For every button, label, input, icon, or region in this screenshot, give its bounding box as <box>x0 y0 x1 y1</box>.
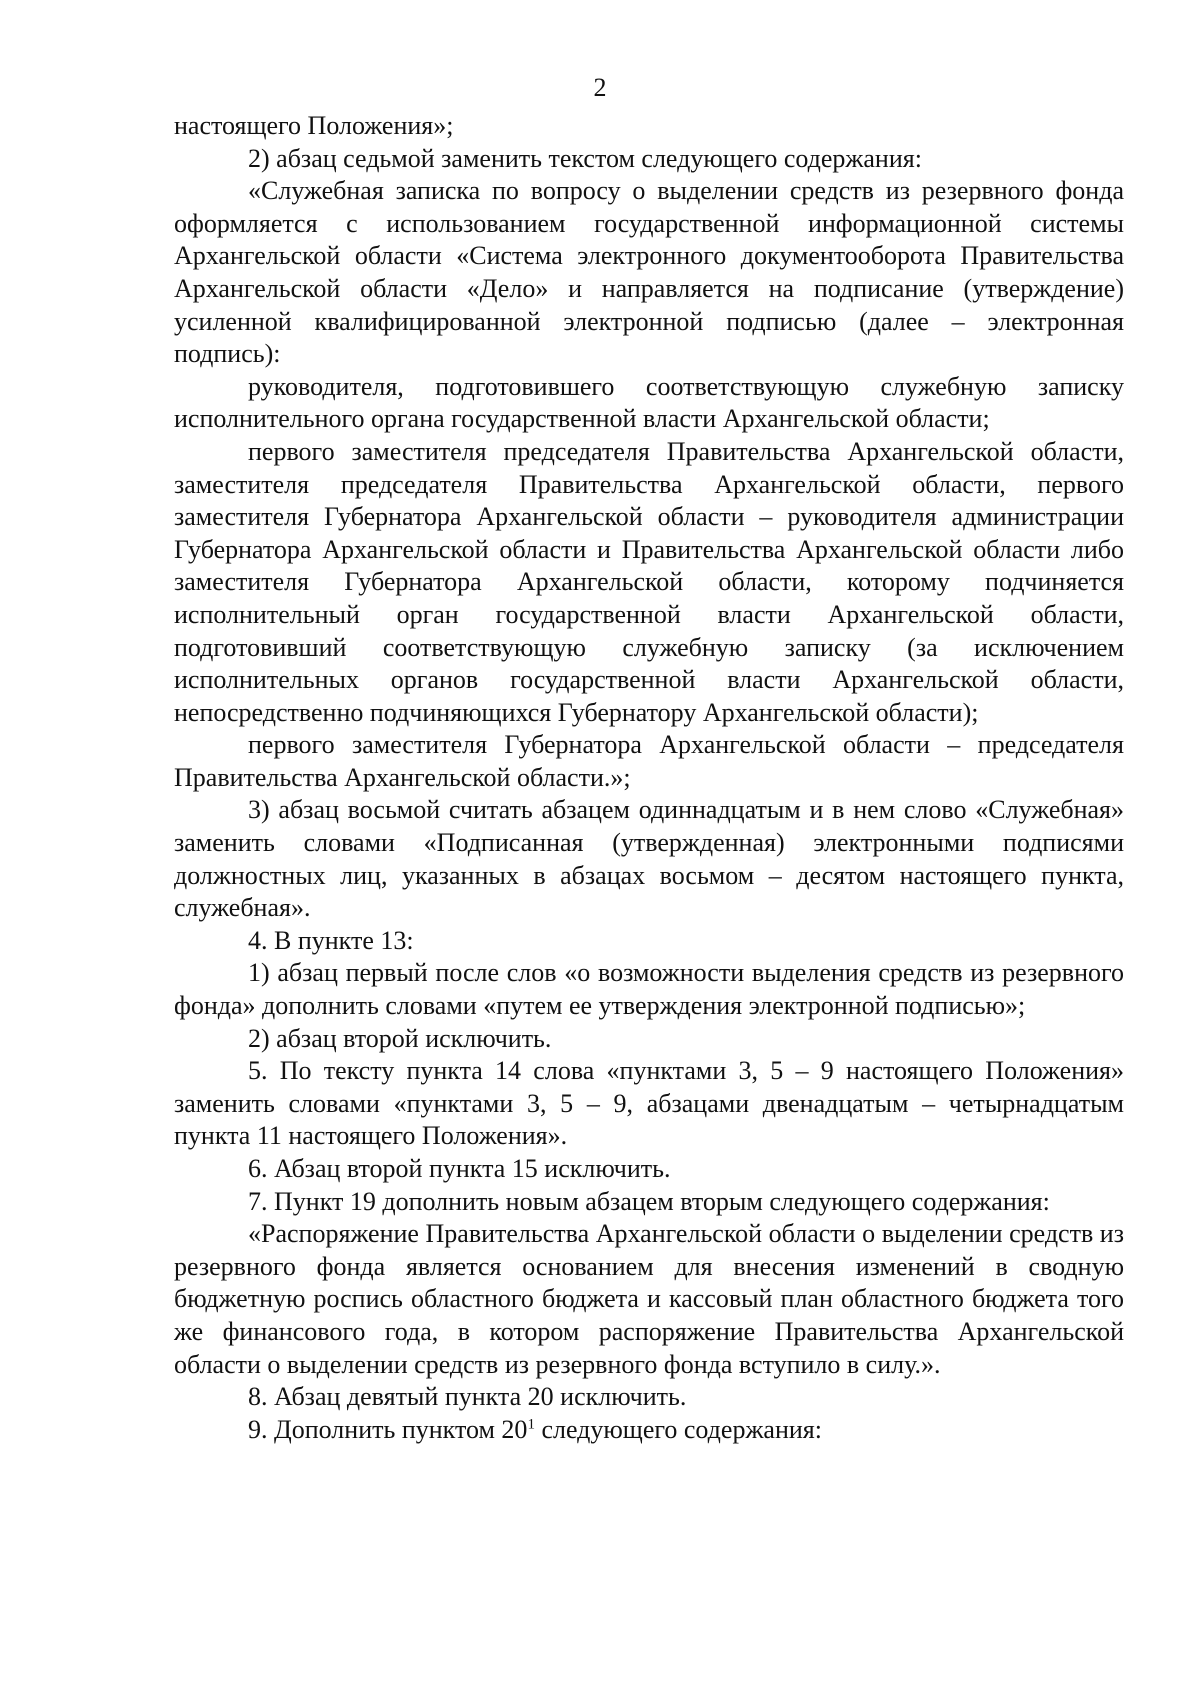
paragraph: 3) абзац восьмой считать абзацем одиннадцатым и в нем слово «Служебная» заменить словами «Подписанная (утвержденная) электронными подписями должностных лиц, указанных в абзацах восьмом – десятом настоящего пункта, служебная». <box>174 795 1124 923</box>
page-number: 2 <box>593 73 607 102</box>
document-body <box>174 110 1124 1446</box>
paragraph: 5. По тексту пункта 14 слова «пунктами 3, 5 – 9 настоящего Положения» заменить словами «пунктами 3, 5 – 9, абзацами двенадцатым – четырнадцатым пункта 11 настоящего Положения». <box>174 1056 1124 1151</box>
superscript: 1 <box>527 1416 535 1433</box>
paragraph-last <box>174 1414 1124 1447</box>
paragraph: первого заместителя Губернатора Архангельской области – председателя Правительства Архангельской области.»; <box>174 730 1124 792</box>
paragraph-last-after: следующего содержания: <box>534 1414 822 1444</box>
paragraph: «Служебная записка по вопросу о выделении средств из резервного фонда оформляется с использованием государственной информационной системы Архангельской области «Система электронного документооборота Правительства Архангельской области «Дело» и направляется на подписание (утверждение) усиленной квалифицированной электронной подписью (далее – электронная подпись): <box>174 176 1124 369</box>
paragraph: 1) абзац первый после слов «о возможности выделения средств из резервного фонда» дополнить словами «путем ее утверждения электронной подписью»; <box>174 958 1124 1021</box>
paragraph: настоящего Положения»; <box>174 111 454 140</box>
paragraph: 4. В пункте 13: <box>248 925 414 955</box>
paragraph: «Распоряжение Правительства Архангельской области о выделении средств из резервного фонда является основанием для внесения изменений в сводную бюджетную роспись областного бюджета и кассовый план областного бюджета того же финансового года, в котором распоряжение Правительства Архангельской области о выделении средств из резервного фонда вступило в силу.». <box>174 1219 1124 1379</box>
paragraph: 2) абзац седьмой заменить текстом следующего содержания: <box>248 143 922 173</box>
paragraph: руководителя, подготовившего соответствующую служебную записку исполнительного органа государственной власти Архангельской области; <box>174 371 1124 434</box>
paragraph: 7. Пункт 19 дополнить новым абзацем вторым следующего содержания: <box>248 1186 1050 1216</box>
paragraph-last-before: 9. Дополнить пунктом 20 <box>248 1414 528 1444</box>
paragraph: 2) абзац второй исключить. <box>248 1023 552 1053</box>
paragraph: 8. Абзац девятый пункта 20 исключить. <box>248 1382 687 1412</box>
paragraph: 6. Абзац второй пункта 15 исключить. <box>248 1154 671 1183</box>
paragraph: первого заместителя председателя Правительства Архангельской области, заместителя председателя Правительства Архангельской области, первого заместителя Губернатора Архангельской области – руководителя администрации Губернатора Архангельской области и Правительства Архангельской области либо заместителя Губернатора Архангельской области, которому подчиняется исполнительный орган государственной власти Архангельской области, подготовивший соответствующую служебную записку (за исключением исполнительных органов государственной власти Архангельской области, непосредственно подчиняющихся Губернатору Архангельской области); <box>174 436 1124 727</box>
